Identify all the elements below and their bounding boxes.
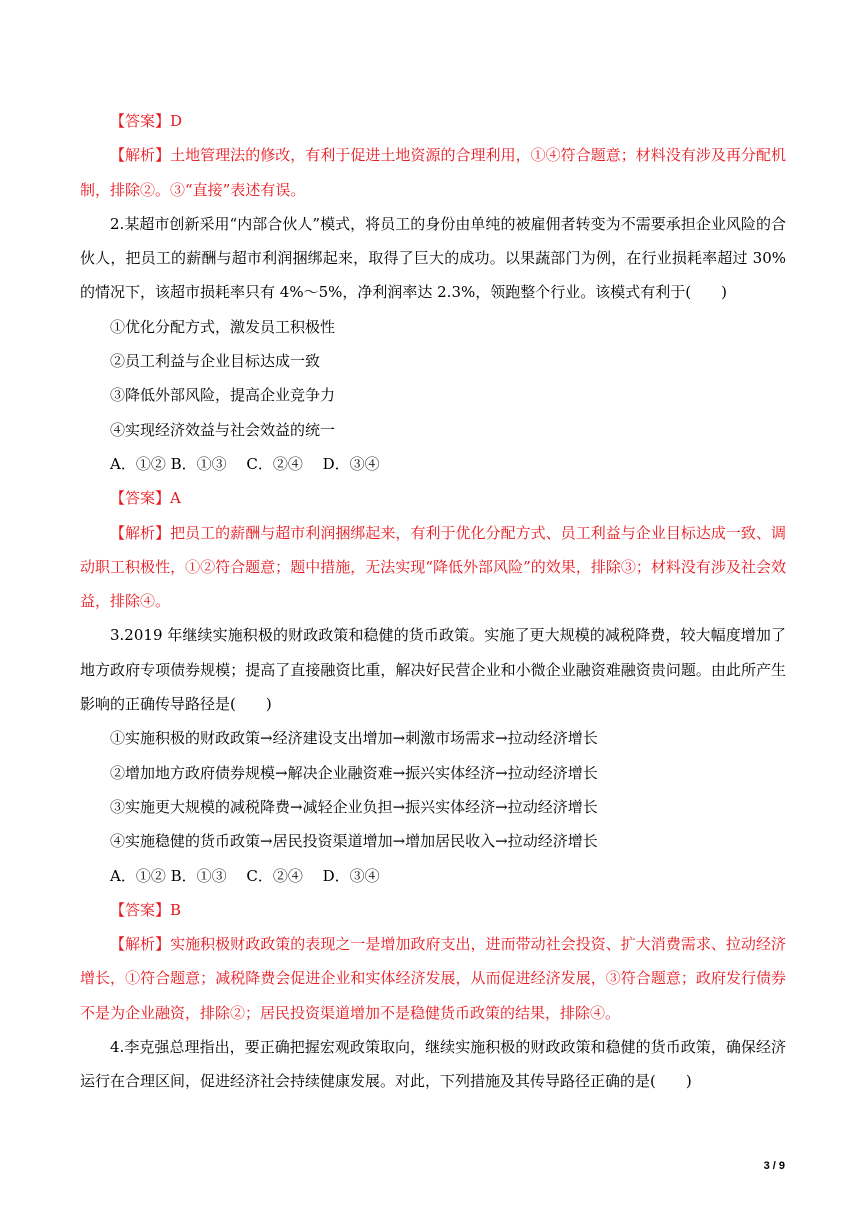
question-paragraph: 3.2019 年继续实施积极的财政政策和稳健的货币政策。实施了更大规模的减税降费，较大幅度增加了地方政府专项债券规模；提高了直接融资比重，解决好民营企业和小微企业融资难融资贵问题。由此所产生影响的正确传导路径是( ) [80,626,786,714]
question-paragraph: 2.某超市创新采用“内部合伙人”模式，将员工的身份由单纯的被雇佣者转变为不需要承担企业风险的合伙人，把员工的薪酬与超市利润捆绑起来，取得了巨大的成功。以果蔬部门为例，在行业损耗率超过 30%的情况下，该超市损耗率只有 4%～5%，净利润率达 2.3%，领跑整个行业。该模式有利于( ) [80,214,786,302]
answer-value: D [170,112,183,130]
analysis-text: 把员工的薪酬与超市利润捆绑起来，有利于优化分配方式、员工利益与企业目标达成一致、调动职工积极性，①②符合题意；题中措施，无法实现“降低外部风险”的效果，排除③；材料没有涉及社会效益，排除④。 [80,523,786,611]
option-line: ③降低外部风险，提高企业竞争力 [110,386,336,405]
answer-value: B [170,900,182,919]
option-line: ②增加地方政府债券规模→解决企业融资难→振兴实体经济→拉动经济增长 [110,763,598,782]
choices-line: A．①② B．①③ C．②④ D．③④ [110,866,380,885]
page-number: 3 / 9 [763,1160,785,1172]
analysis-tag: 【解析】 [110,935,171,954]
answer-tag: 【答案】 [110,112,171,130]
answer-line [80,104,786,138]
document-content [80,104,786,1099]
option-line: ③实施更大规模的减税降费→减轻企业负担→振兴实体经济→拉动经济增长 [110,797,598,816]
answer-line [80,481,786,515]
choices-line: A．①② B．①③ C．②④ D．③④ [110,454,380,473]
option-line: ④实施稳健的货币政策→居民投资渠道增加→增加居民收入→拉动经济增长 [110,832,598,851]
answer-line [80,893,786,927]
answer-tag: 【答案】 [110,900,171,919]
option-line: ①优化分配方式，激发员工积极性 [110,317,336,336]
option-line: ④实现经济效益与社会效益的统一 [110,420,336,439]
analysis-tag: 【解析】 [110,523,171,542]
analysis-text: 土地管理法的修改，有利于促进土地资源的合理利用，①④符合题意；材料没有涉及再分配机制，排除②。③“直接”表述有误。 [80,146,786,199]
answer-value: A [170,489,181,508]
option-line: ②员工利益与企业目标达成一致 [110,352,321,371]
question-paragraph: 4.李克强总理指出，要正确把握宏观政策取向，继续实施积极的财政政策和稳健的货币政策，确保经济运行在合理区间，促进经济社会持续健康发展。对此，下列措施及其传导路径正确的是( ) [80,1038,786,1091]
analysis-text: 实施积极财政政策的表现之一是增加政府支出，进而带动社会投资、扩大消费需求、拉动经济增长，①符合题意；减税降费会促进企业和实体经济发展，从而促进经济发展，③符合题意；政府发行债券不是为企业融资，排除②；居民投资渠道增加不是稳健货币政策的结果，排除④。 [80,935,786,1022]
analysis-paragraph [80,927,786,1030]
analysis-paragraph [80,516,786,619]
option-line: ①实施积极的财政政策→经济建设支出增加→刺激市场需求→拉动经济增长 [110,729,598,748]
analysis-tag: 【解析】 [110,146,171,165]
answer-tag: 【答案】 [110,489,171,508]
analysis-paragraph [80,138,786,207]
